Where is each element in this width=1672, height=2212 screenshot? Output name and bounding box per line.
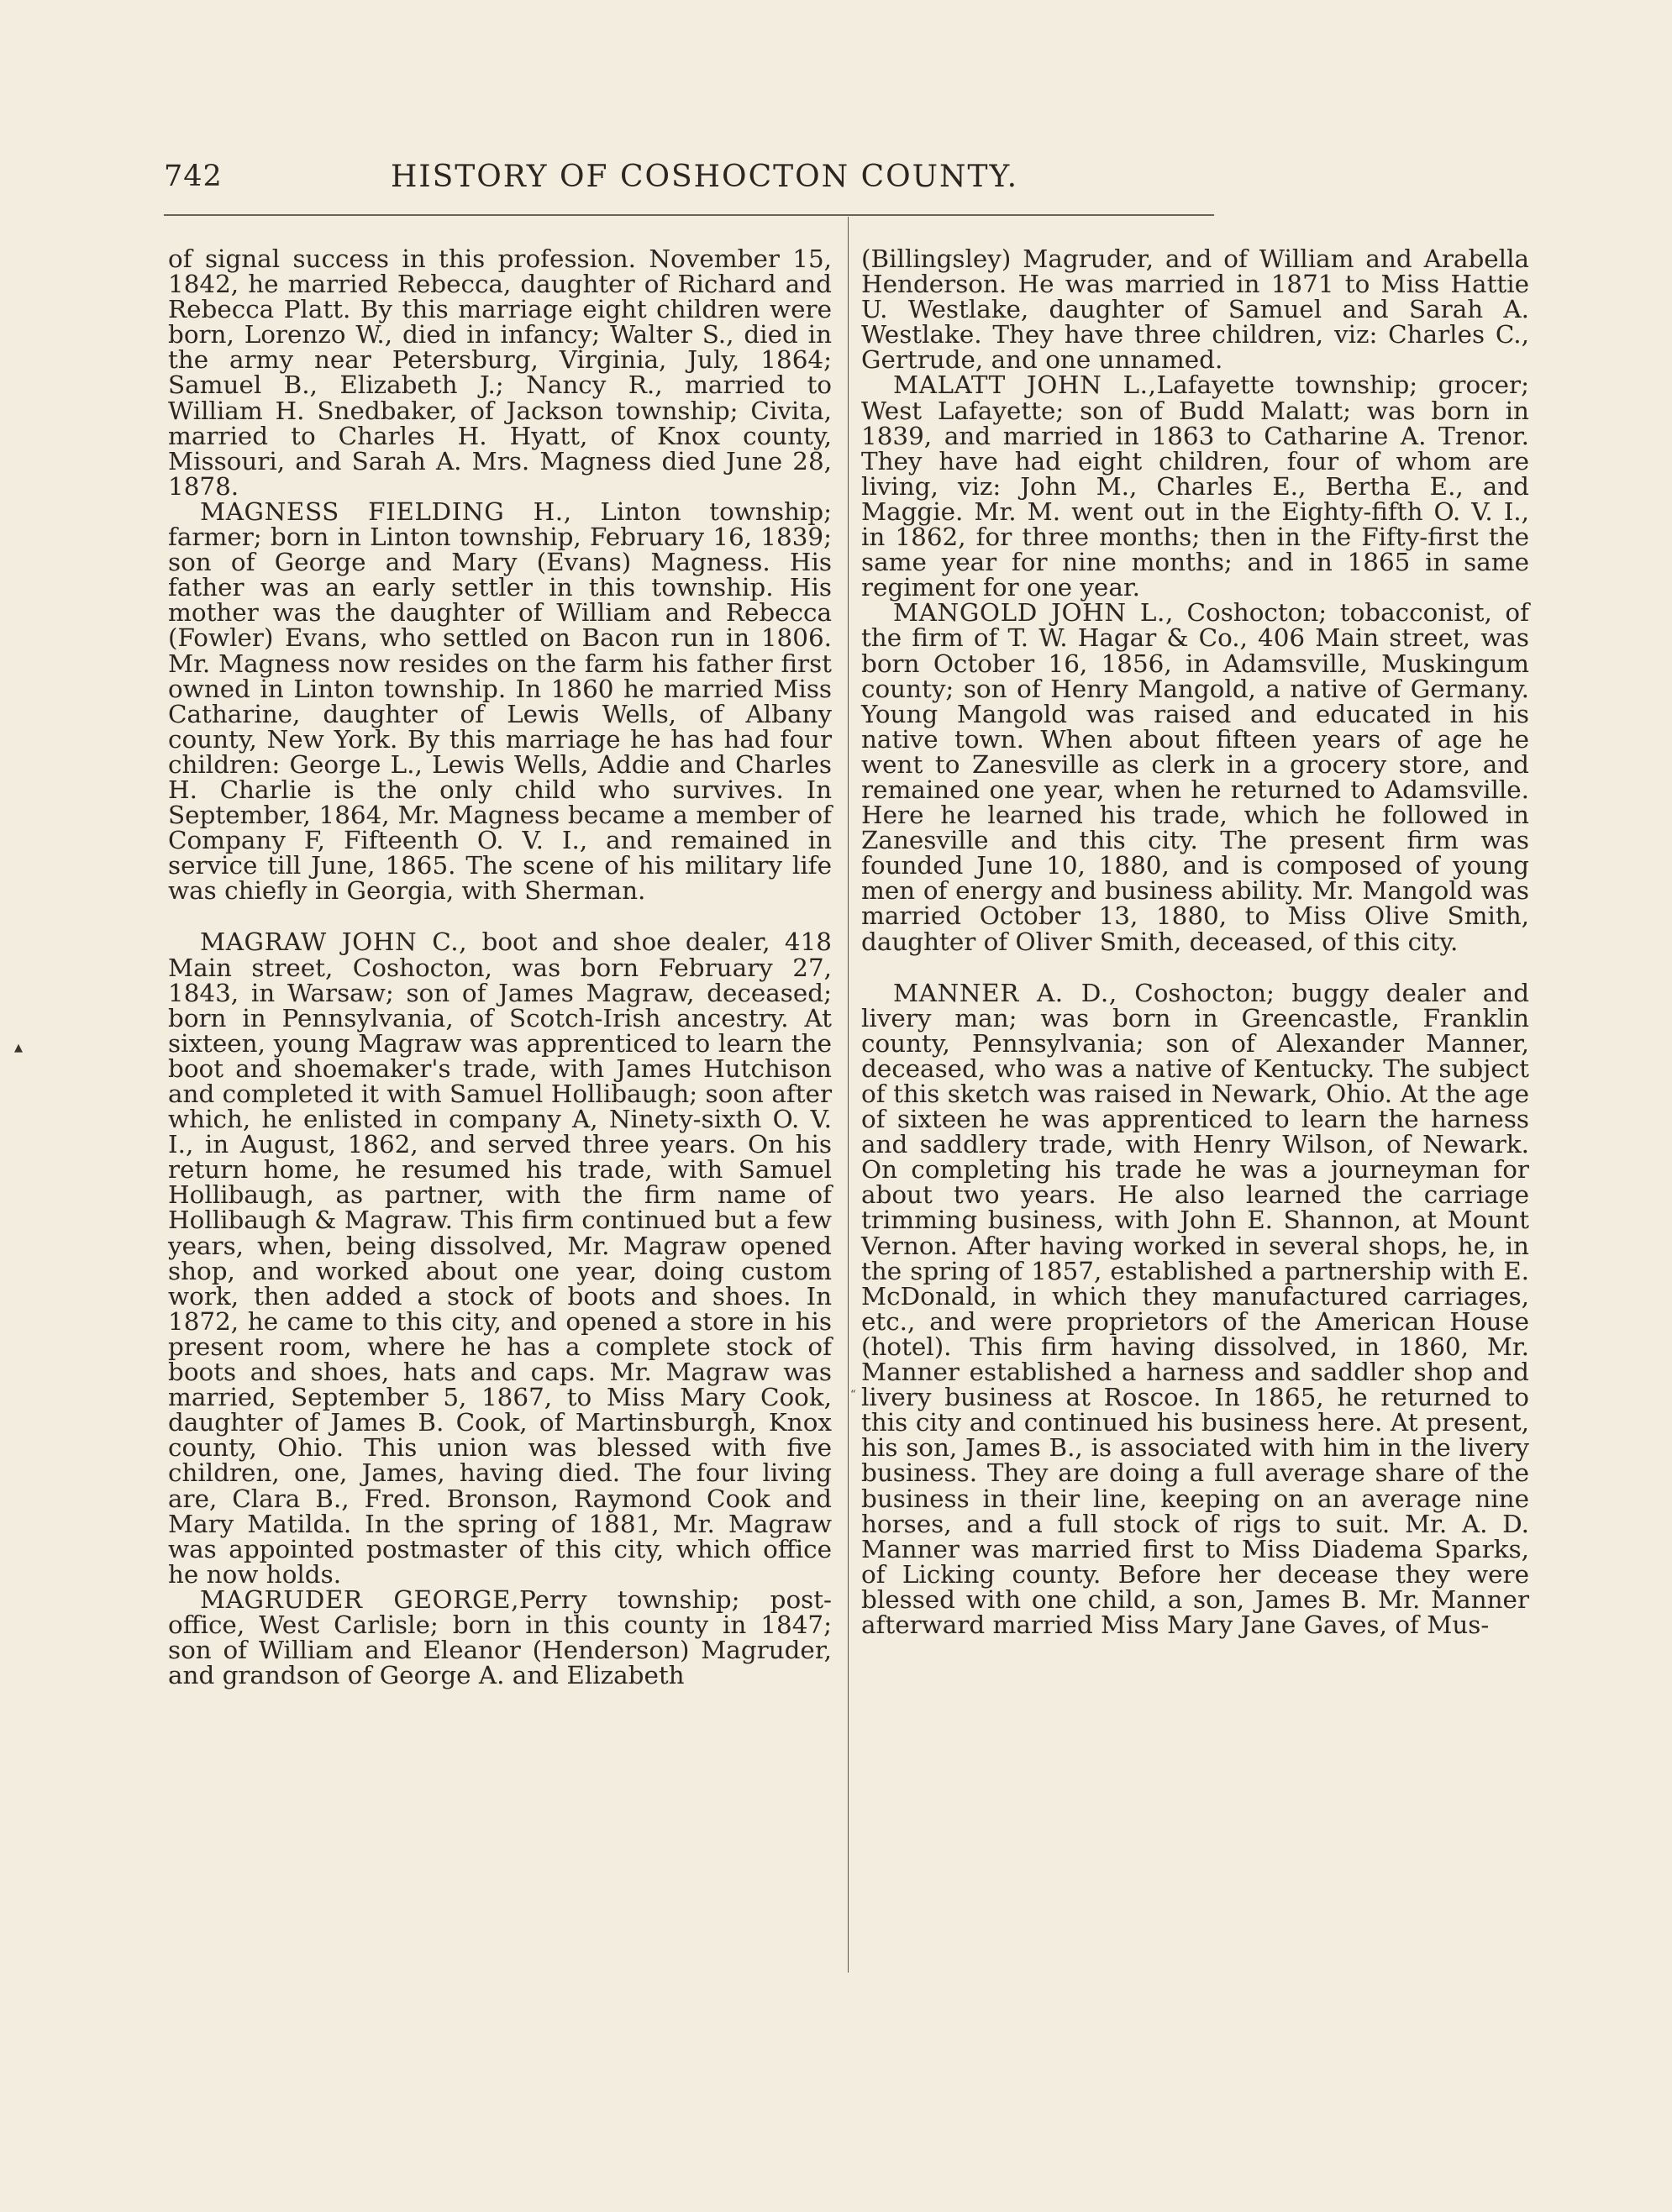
entry-heading: MANNER A. D., (893, 978, 1117, 1007)
entry-heading: MALATT JOHN L., (893, 370, 1157, 400)
entry-heading: MAGRUDER GEORGE, (200, 1584, 520, 1614)
entry-heading: MAGRAW JOHN C., (200, 927, 468, 957)
column-divider (848, 217, 849, 1973)
paragraph-text: (Billingsley) Magruder, and of William and Arabella Henderson. He was married in 1871 to Miss Hattie U. Westlake, daughter of Samuel and Sarah A. Westlake. They have three children, viz: Charles C., Gertrude, and one unnamed. (861, 244, 1529, 375)
margin-mark-right: “ (850, 1389, 856, 1401)
entry-text: Linton township; farmer; born in Linton township, February 16, 1839; son of George and Mary (Evans) Magness. His father was an early settler in this township. His mother was the daughter of William and Rebecca (Fowler) Evans, who settled on Bacon run in 1806. Mr. Magness now resides on the farm his father first owned in Linton township. In 1860 he married Miss Catharine, daughter of Lewis Wells, of Albany county, New York. By this marriage he has had four children: George L., Lewis Wells, Addie and Charles H. Charlie is the only child who survives. In September, 1864, Mr. Magness became a member of Company F, Fifteenth O. V. I., and remained in service till June, 1865. The scene of his military life was chiefly in Georgia, with Sherman. (168, 497, 832, 906)
entry-heading: MAGNESS FIELDING H., (200, 497, 572, 526)
entry-text: Perry township; post-office, West Carlisle; born in this county in 1847; son of William and Eleanor (Henderson) Magruder, and grandson of George A. and Elizabeth (168, 1584, 832, 1690)
biography-paragraph (168, 246, 832, 499)
page-header (164, 160, 1147, 210)
header-rule (164, 214, 1214, 216)
entry-heading: MANGOLD JOHN L., (893, 598, 1174, 628)
paragraph-text: of signal success in this profession. November 15, 1842, he married Rebecca, daughter of Richard and Rebecca Platt. By this marriage eight children were born, Lorenzo W., died in infancy; Walter S., died in the army near Petersburg, Virginia, July, 1864; Samuel B., Elizabeth J.; Nancy R., married to William H. Snedbaker, of Jackson township; Civita, married to Charles H. Hyatt, of Knox county, Missouri, and Sarah A. Mrs. Magness died June 28, 1878. (168, 244, 832, 501)
left-column (168, 246, 832, 1688)
biography-entry (168, 499, 832, 904)
biography-entry (861, 372, 1529, 600)
page-number: 742 (164, 160, 223, 193)
biography-entry (861, 600, 1529, 954)
entry-text: Lafayette township; grocer; West Lafayette; son of Budd Malatt; was born in 1839, and married in 1863 to Catharine A. Trenor. They have had eight children, four of whom are living, viz: John M., Charles E., Bertha E., and Maggie. Mr. M. went out in the Eighty-fifth O. V. I., in 1862, for three months; then in the Fifty-first the same year for nine months; and in 1865 in same regiment for one year. (861, 370, 1529, 602)
entry-text: Coshocton; tobacconist, of the firm of T. W. Hagar & Co., 406 Main street, was born October 16, 1856, in Adamsville, Muskingum county; son of Henry Mangold, a native of Germany. Young Mangold was raised and educated in his native town. When about fifteen years of age he went to Zanesville as clerk in a grocery store, and remained one year, when he returned to Adamsville. Here he learned his trade, which he followed in Zanesville and this city. The present firm was founded June 10, 1880, and is composed of young men of energy and business ability. Mr. Mangold was married October 13, 1880, to Miss Olive Smith, daughter of Oliver Smith, deceased, of this city. (861, 598, 1529, 956)
entry-text: boot and shoe dealer, 418 Main street, Coshocton, was born February 27, 1843, in Warsaw; son of James Magraw, deceased; born in Pennsylvania, of Scotch-Irish ancestry. At sixteen, young Magraw was apprenticed to learn the boot and shoemaker's trade, with James Hutchison and completed it with Samuel Hollibaugh; soon after which, he enlisted in company A, Ninety-sixth O. V. I., in August, 1862, and served three years. On his return home, he resumed his trade, with Samuel Hollibaugh, as partner, with the firm name of Hollibaugh & Magraw. This firm continued but a few years, when, being dissolved, Mr. Magraw opened shop, and worked about one year, doing custom work, then added a stock of boots and shoes. In 1872, he came to this city, and opened a store in his present room, where he has a complete stock of boots and shoes, hats and caps. Mr. Magraw was married, September 5, 1867, to Miss Mary Cook, daughter of James B. Cook, of Martinsburgh, Knox county, Ohio. This union was blessed with five children, one, James, having died. The four living are, Clara B., Fred. Bronson, Raymond Cook and Mary Matilda. In the spring of 1881, Mr. Magraw was appointed postmaster of this city, which office he now holds. (168, 927, 833, 1589)
biography-entry (168, 927, 833, 1589)
biography-entry (168, 1584, 832, 1690)
biography-paragraph (861, 244, 1529, 375)
entry-text: Coshocton; buggy dealer and livery man; was born in Greencastle, Franklin county, Pennsylvania; son of Alexander Manner, deceased, who was a native of Kentucky. The subject of this sketch was raised in Newark, Ohio. At the age of sixteen he was apprenticed to learn the harness and saddlery trade, with Henry Wilson, of Newark. On completing his trade he was a journeyman for about two years. He also learned the carriage trimming business, with John E. Shannon, at Mount Vernon. After having worked in several shops, he, in the spring of 1857, established a partnership with E. McDonald, in which they manufactured carriages, etc., and were proprietors of the American House (hotel). This firm having dissolved, in 1860, Mr. Manner established a harness and saddler shop and livery business at Roscoe. In 1865, he returned to this city and continued his business here. At present, his son, James B., is associated with him in the livery business. They are doing a full average share of the business in their line, keeping on an average nine horses, and a full stock of rigs to suit. Mr. A. D. Manner was married first to Miss Diadema Sparks, of Licking county. Before her decease they were blessed with one child, a son, James B. Mr. Manner afterward married Miss Mary Jane Gaves, of Mus- (861, 978, 1530, 1639)
biography-entry (861, 980, 1529, 1637)
margin-mark-left: ▲ (14, 1042, 23, 1054)
right-column (861, 246, 1529, 1637)
running-title: HISTORY OF COSHOCTON COUNTY. (391, 160, 1019, 194)
